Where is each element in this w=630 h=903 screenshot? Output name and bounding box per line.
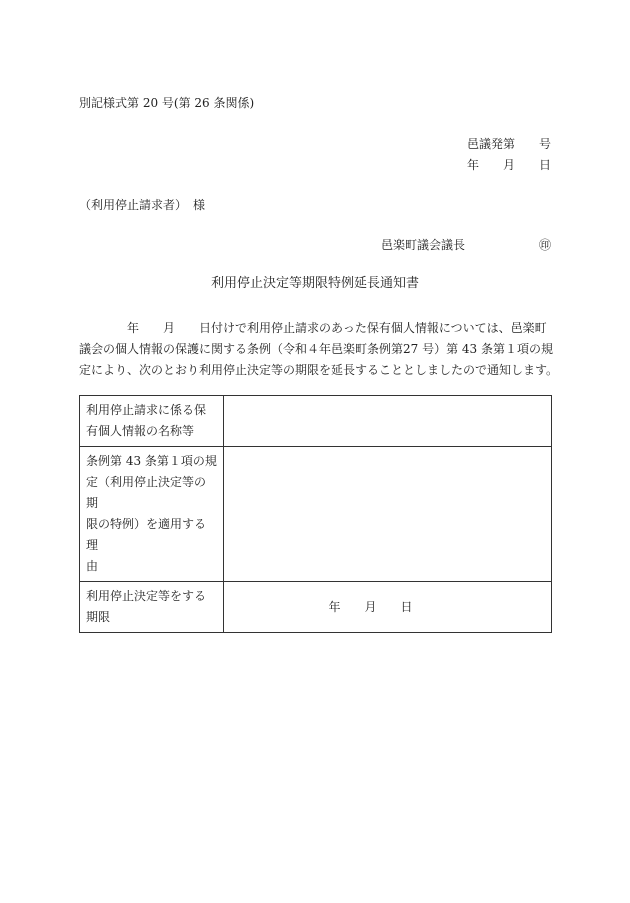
- label-line: 利用停止決定等をする: [86, 589, 207, 603]
- row-label-deadline: [80, 582, 224, 633]
- label-line: 定（利用停止決定等の期: [86, 475, 207, 510]
- sender-title: 邑楽町議会議長: [381, 238, 466, 252]
- label-line: 条例第 43 条第１項の規: [86, 454, 217, 468]
- row-label-personal-info-name: [80, 396, 224, 447]
- reference-number: 邑議発第 号: [466, 137, 551, 151]
- addressee: （利用停止請求者） 様: [79, 198, 206, 212]
- table-row: [80, 396, 552, 447]
- row-value-personal-info-name: [224, 396, 552, 447]
- table-row: [80, 582, 552, 633]
- seal-mark: ㊞: [539, 238, 552, 252]
- body-line: 年 月 日付けで利用停止請求のあった保有個人情報については、邑楽町: [79, 321, 547, 335]
- body-paragraph: [79, 318, 557, 381]
- row-value-reason: [224, 447, 552, 582]
- form-reference: 別記様式第 20 号(第 26 条関係): [79, 96, 255, 110]
- label-line: 限の特例）を適用する理: [86, 517, 207, 552]
- label-line: 由: [86, 559, 99, 573]
- label-line: 期限: [86, 610, 111, 624]
- info-table: [79, 395, 552, 633]
- body-line: 定により、次のとおり利用停止決定等の期限を延長することとしましたので通知します。: [79, 363, 559, 377]
- label-line: 利用停止請求に係る保: [86, 403, 207, 417]
- issue-date: 年 月 日: [466, 158, 551, 172]
- body-line: 議会の個人情報の保護に関する条例（令和４年邑楽町条例第27 号）第 43 条第１項の規: [79, 342, 553, 356]
- label-line: 有個人情報の名称等: [86, 424, 195, 438]
- table-row: [80, 447, 552, 582]
- row-value-deadline: 年 月 日: [224, 582, 552, 633]
- row-label-reason: [80, 447, 224, 582]
- document-title: 利用停止決定等期限特例延長通知書: [210, 276, 419, 291]
